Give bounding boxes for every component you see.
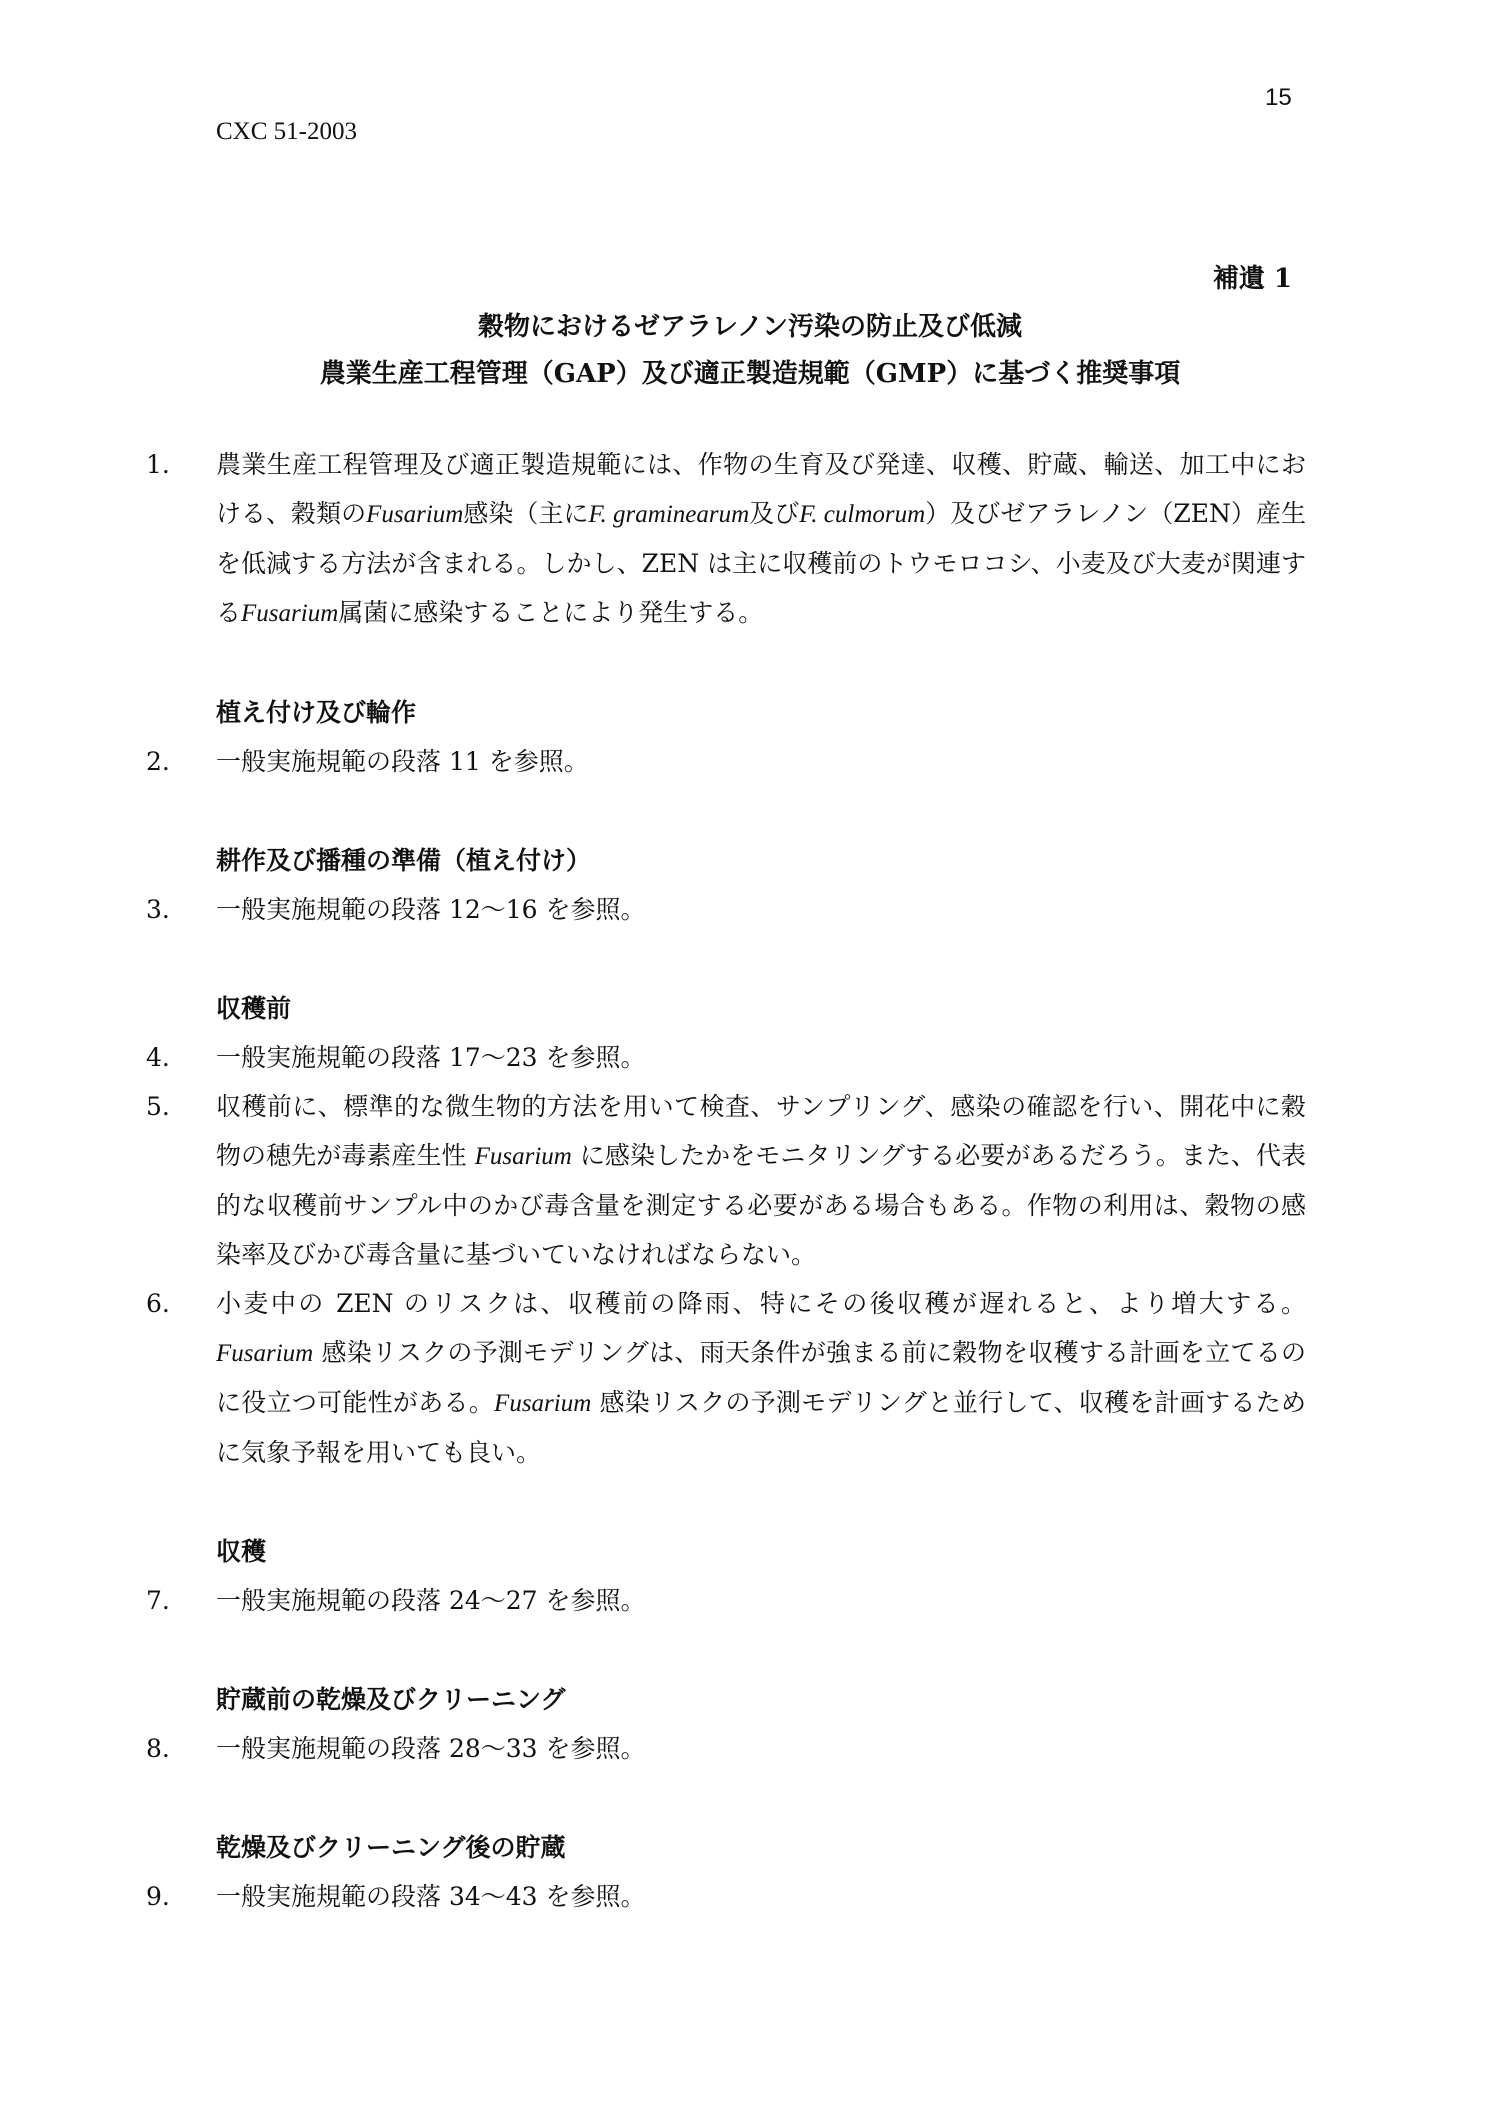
paragraph-1 [146, 440, 1306, 638]
paragraph-text: 一般実施規範の段落 34〜43 を参照。 [216, 1882, 646, 1911]
paragraph-number: 6. [146, 1289, 170, 1318]
section-heading-storage: 乾燥及びクリーニング後の貯蔵 [216, 1833, 566, 1862]
paragraph-4 [146, 1033, 1306, 1082]
section-heading-harvest: 収穫 [216, 1537, 267, 1566]
document-title: 穀物におけるゼアラレノン汚染の防止及び低減 [478, 312, 1022, 342]
paragraph-text: 農業生産工程管理及び適正製造規範には、作物の生育及び発達、収穫、貯蔵、輸送、加工中における、穀類のFusarium感染（主にF. graminearum及びF. culmorum）及びゼアラレノン（ZEN）産生を低減する方法が含まれる。しかし、ZEN は主に収穫前のトウモロコシ、小麦及び大麦が関連するFusarium属菌に感染することにより発生する。 [216, 450, 1306, 627]
annex-label: 補遺 1 [1212, 264, 1292, 294]
page-number: 15 [1265, 84, 1292, 111]
paragraph-9 [146, 1872, 1306, 1921]
section-heading-tillage: 耕作及び播種の準備（植え付け） [216, 846, 592, 875]
paragraph-text: 収穫前に、標準的な微生物的方法を用いて検査、サンプリング、感染の確認を行い、開花中に穀物の穂先が毒素産生性 Fusarium に感染したかをモニタリングする必要があるだろう。また、代表的な収穫前サンプル中のかび毒含量を測定する必要がある場合もある。作物の利用は、穀物の感染率及びかび毒含量に基づいていなければならない。 [216, 1092, 1306, 1269]
document-subtitle: 農業生産工程管理（GAP）及び適正製造規範（GMP）に基づく推奨事項 [319, 359, 1181, 389]
document-body [146, 440, 1306, 1921]
paragraph-text: 一般実施規範の段落 28〜33 を参照。 [216, 1734, 646, 1763]
paragraph-5 [146, 1082, 1306, 1279]
paragraph-number: 7. [146, 1586, 170, 1615]
paragraph-number: 3. [146, 895, 170, 924]
paragraph-number: 5. [146, 1092, 170, 1121]
section-heading-drying: 貯蔵前の乾燥及びクリーニング [216, 1685, 566, 1714]
paragraph-8 [146, 1724, 1306, 1773]
paragraph-3 [146, 885, 1306, 934]
paragraph-number: 1. [146, 450, 170, 479]
paragraph-2 [146, 737, 1306, 786]
paragraph-number: 8. [146, 1734, 170, 1763]
paragraph-text: 一般実施規範の段落 12〜16 を参照。 [216, 895, 646, 924]
paragraph-6 [146, 1279, 1306, 1477]
paragraph-text: 一般実施規範の段落 11 を参照。 [216, 747, 589, 776]
paragraph-7 [146, 1576, 1306, 1625]
paragraph-text: 一般実施規範の段落 17〜23 を参照。 [216, 1043, 646, 1072]
section-heading-planting: 植え付け及び輪作 [216, 698, 417, 727]
paragraph-text: 一般実施規範の段落 24〜27 を参照。 [216, 1586, 646, 1615]
document-id: CXC 51-2003 [216, 118, 357, 145]
paragraph-number: 2. [146, 747, 170, 776]
section-heading-preharvest: 収穫前 [216, 994, 292, 1023]
paragraph-number: 9. [146, 1882, 170, 1911]
paragraph-number: 4. [146, 1043, 170, 1072]
paragraph-text: 小麦中の ZEN のリスクは、収穫前の降雨、特にその後収穫が遅れると、より増大する。Fusarium 感染リスクの予測モデリングは、雨天条件が強まる前に穀物を収穫する計画を立てるのに役立つ可能性がある。Fusarium 感染リスクの予測モデリングと並行して、収穫を計画するために気象予報を用いても良い。 [216, 1289, 1306, 1467]
